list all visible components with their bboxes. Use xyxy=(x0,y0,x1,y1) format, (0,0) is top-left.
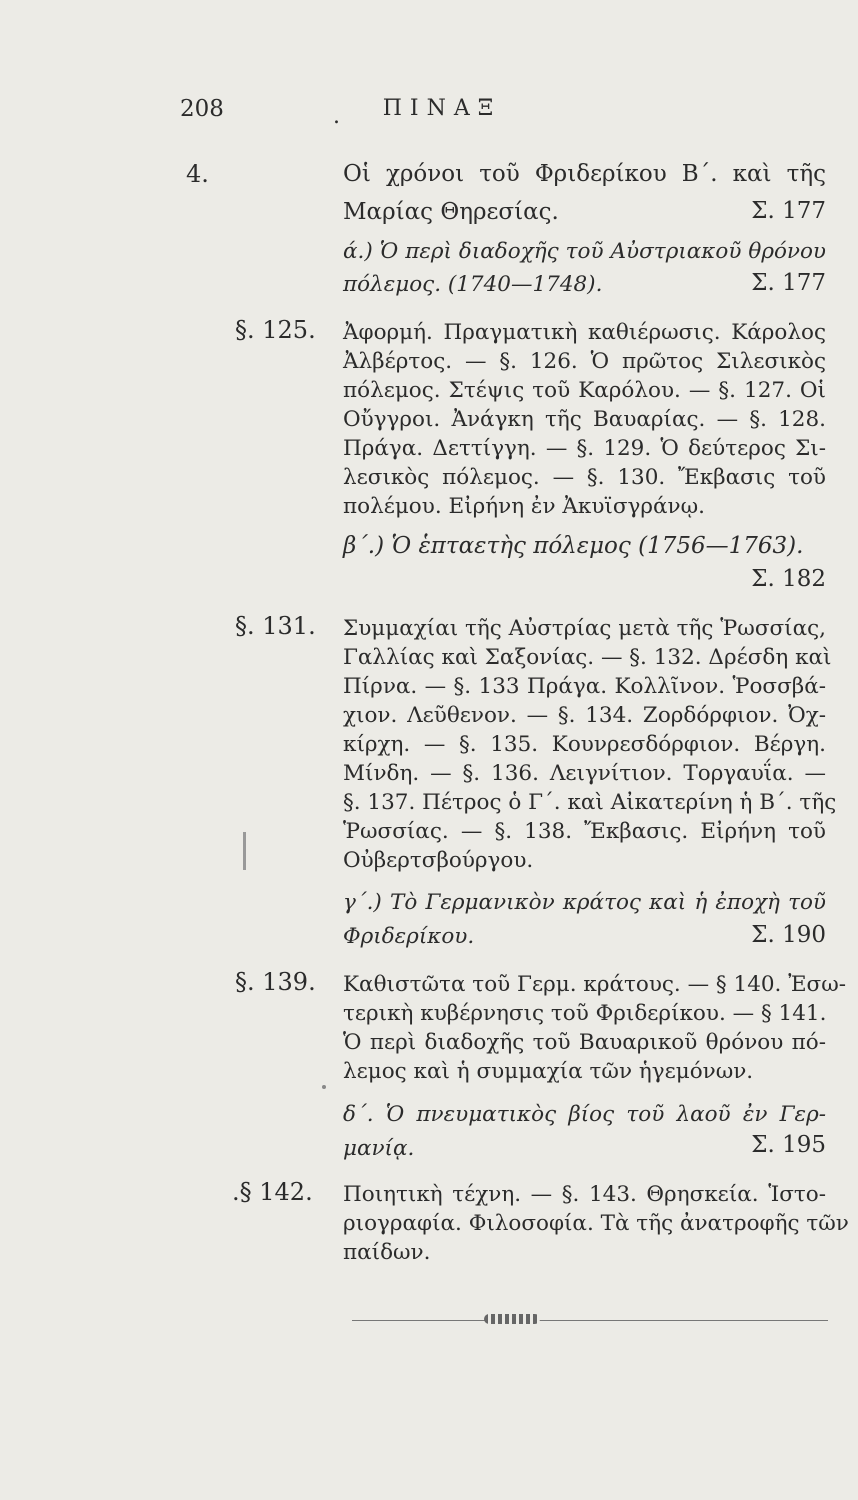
end-rule xyxy=(352,1320,828,1321)
paragraph-line: Καθιστῶτα τοῦ Γερμ. κράτους. — § 140. Ἐσω- xyxy=(343,972,847,997)
paragraph-line: Μίνδη. — §. 136. Λειγνίτιον. Τοργαυΐα. — xyxy=(343,761,826,786)
paragraph-marker: §. 131. xyxy=(235,612,316,640)
section-title-line: Μαρίας Θηρεσίας. xyxy=(343,199,559,225)
subsection-heading-line: δ΄. Ὁ πνευματικὸς βίος τοῦ λαοῦ ἐν Γερ- xyxy=(343,1102,826,1127)
paragraph-line: Οὔγγροι. Ἀνάγκη τῆς Βαυαρίας. — §. 128. xyxy=(343,407,826,432)
paragraph-marker: .§ 142. xyxy=(232,1178,313,1206)
paragraph-line: κίρχη. — §. 135. Κουνρεσδόρφιον. Βέργη. xyxy=(343,732,826,757)
paragraph-line: Ὁ περὶ διαδοχῆς τοῦ Βαυαρικοῦ θρόνου πό- xyxy=(343,1030,826,1055)
paper-speck xyxy=(322,1085,326,1089)
page-reference: Σ. 195 xyxy=(751,1132,826,1158)
page-title: ΠΙΝΑΞ xyxy=(382,96,502,121)
subsection-heading-line: Φριδερίκου. xyxy=(343,924,475,949)
paragraph-line: χιον. Λεῦθενον. — §. 134. Ζορδόρφιον. Ὀχ- xyxy=(343,703,826,728)
section-number: 4. xyxy=(186,160,209,188)
paragraph-line: τερικὴ κυβέρνησις τοῦ Φριδερίκου. — § 141. xyxy=(343,1001,827,1026)
paragraph-line: Γαλλίας καὶ Σαξονίας. — §. 132. Δρέσδη καὶ xyxy=(343,645,832,670)
header-dot: . xyxy=(333,104,340,129)
paragraph-line: Πίρνα. — §. 133 Πράγα. Κολλῖνον. Ῥοσσβά- xyxy=(343,674,826,699)
subsection-heading-line: πόλεμος. (1740—1748). xyxy=(343,272,603,297)
subsection-heading-line: γ΄.) Τὸ Γερμανικὸν κράτος καὶ ἡ ἐποχὴ τοῦ xyxy=(343,890,826,915)
paragraph-line: παίδων. xyxy=(343,1240,431,1265)
paragraph-line: λεσικὸς πόλεμος. — §. 130. Ἔκβασις τοῦ xyxy=(343,465,826,490)
page-reference: Σ. 182 xyxy=(751,566,826,592)
paragraph-line: ριογραφία. Φιλοσοφία. Τὰ τῆς ἀνατροφῆς τῶν xyxy=(343,1211,849,1236)
subsection-heading-line: μανίᾳ. xyxy=(343,1136,415,1161)
paragraph-line: Συμμαχίαι τῆς Αὐστρίας μετὰ τῆς Ῥωσσίας, xyxy=(343,616,826,641)
page-number: 208 xyxy=(180,96,224,122)
rule-ornament xyxy=(484,1314,540,1324)
page-reference: Σ. 190 xyxy=(751,922,826,948)
paragraph-marker: §. 139. xyxy=(235,968,316,996)
section-title-line: Οἱ χρόνοι τοῦ Φριδερίκου Β΄. καὶ τῆς xyxy=(343,161,826,187)
subsection-heading-line: β΄.) Ὁ ἑπταετὴς πόλεμος (1756—1763). xyxy=(343,533,804,559)
subsection-heading-line: ά.) Ὁ περὶ διαδοχῆς τοῦ Αὐστριακοῦ θρόνου xyxy=(343,239,826,264)
page-reference: Σ. 177 xyxy=(751,270,826,296)
paragraph-line: Ἀλβέρτος. — §. 126. Ὁ πρῶτος Σιλεσικὸς xyxy=(343,349,826,374)
paragraph-line: Πράγα. Δεττίγγη. — §. 129. Ὁ δεύτερος Σι- xyxy=(343,436,826,461)
paragraph-line: §. 137. Πέτρος ὁ Γ΄. καὶ Αἰκατερίνη ἡ Β΄. τῆς xyxy=(343,790,837,815)
paragraph-marker: §. 125. xyxy=(235,316,316,344)
paragraph-line: πόλεμος. Στέψις τοῦ Καρόλου. — §. 127. Οἱ xyxy=(343,378,826,403)
paragraph-line: λεμος καὶ ἡ συμμαχία τῶν ἡγεμόνων. xyxy=(343,1059,754,1084)
paragraph-line: πολέμου. Εἰρήνη ἐν Ἀκυϊσγράνῳ. xyxy=(343,494,705,519)
page-reference: Σ. 177 xyxy=(751,198,826,224)
paragraph-line: Ποιητικὴ τέχνη. — §. 143. Θρησκεία. Ἱστο- xyxy=(343,1182,826,1207)
paragraph-line: Ῥωσσίας. — §. 138. Ἔκβασις. Εἰρήνη τοῦ xyxy=(343,819,826,844)
paragraph-line: Ἀφορμή. Πραγματικὴ καθιέρωσις. Κάρολος xyxy=(343,320,826,345)
paper-mark xyxy=(243,832,246,870)
paragraph-line: Οὐβερτσβούργου. xyxy=(343,848,534,873)
